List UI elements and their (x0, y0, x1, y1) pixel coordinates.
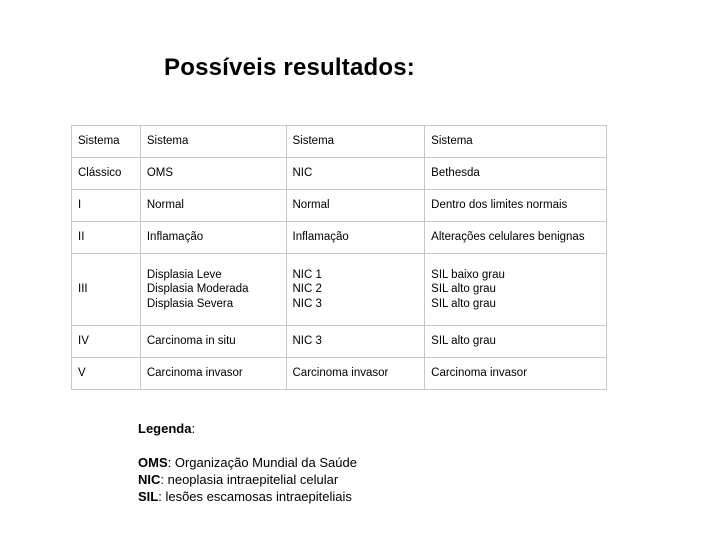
cell-text: Dentro dos limites normais (431, 199, 568, 212)
legend (138, 420, 357, 505)
cell-text: Normal (146, 199, 184, 212)
legend-abbr: OMS (138, 455, 168, 470)
table-cell (286, 126, 425, 158)
cell-text: Sistema (78, 135, 120, 148)
legend-spacer (138, 437, 357, 454)
table-row (72, 222, 607, 254)
cell-text: Carcinoma invasor (431, 367, 528, 380)
cell-text: NIC 3 (292, 335, 322, 348)
table-cell (72, 254, 141, 326)
cell-text: Carcinoma invasor (146, 367, 243, 380)
table-cell (425, 326, 607, 358)
cell-text: NIC 1 (292, 268, 322, 281)
cell-text: NIC (292, 167, 313, 180)
table-cell (286, 222, 425, 254)
table-cell (425, 158, 607, 190)
cell-text: OMS (146, 167, 174, 180)
cell-text: II (78, 231, 85, 244)
cell-text: III (78, 283, 88, 296)
table-row (72, 158, 607, 190)
legend-item-oms (138, 454, 357, 471)
cell-text: Displasia Moderada (146, 283, 249, 296)
table-cell (140, 326, 286, 358)
results-table (71, 125, 607, 390)
table-row (72, 126, 607, 158)
table-cell (140, 158, 286, 190)
cell-text: Sistema (292, 135, 335, 148)
table-cell (72, 158, 141, 190)
table-cell (286, 358, 425, 390)
table-row (72, 190, 607, 222)
cell-text: Carcinoma in situ (146, 335, 236, 348)
table-cell (72, 190, 141, 222)
legend-item-sil (138, 488, 357, 505)
cell-text: Displasia Severa (146, 297, 234, 310)
table-cell (425, 254, 607, 326)
cell-text: Alterações celulares benignas (431, 231, 585, 244)
cell-text: SIL alto grau (431, 297, 496, 310)
legend-text: : neoplasia intraepitelial celular (160, 472, 339, 487)
cell-text: Displasia Leve (146, 268, 222, 281)
table-cell (425, 222, 607, 254)
table-cell (72, 326, 141, 358)
cell-text: Normal (292, 199, 330, 212)
legend-item-nic (138, 471, 357, 488)
table-cell (140, 358, 286, 390)
table-cell (72, 358, 141, 390)
table-cell (140, 254, 286, 326)
table-cell (140, 126, 286, 158)
cell-text: I (78, 199, 82, 212)
table-row (72, 358, 607, 390)
table-row (72, 326, 607, 358)
table-row (72, 254, 607, 326)
table-cell (286, 158, 425, 190)
legend-abbr: SIL (138, 489, 159, 504)
cell-text: SIL alto grau (431, 283, 496, 296)
table-cell (286, 326, 425, 358)
table-body (72, 126, 607, 390)
legend-heading-label: Legenda (138, 421, 192, 436)
legend-heading-suffix: : (191, 421, 196, 436)
table-cell (140, 222, 286, 254)
cell-text: SIL baixo grau (431, 268, 505, 281)
cell-text: Sistema (146, 135, 189, 148)
cell-text: Inflamação (146, 231, 204, 244)
cell-text: NIC 2 (292, 283, 322, 296)
table-cell (286, 190, 425, 222)
cell-text: Clássico (78, 167, 122, 180)
cell-text: V (78, 367, 86, 380)
table-cell (425, 190, 607, 222)
table-cell (425, 358, 607, 390)
legend-abbr: NIC (138, 472, 161, 487)
cell-text: IV (78, 335, 89, 348)
table-cell (286, 254, 425, 326)
cell-text: NIC 3 (292, 297, 322, 310)
table-cell (425, 126, 607, 158)
cell-text: Inflamação (292, 231, 349, 244)
legend-heading (138, 420, 357, 437)
cell-text: SIL alto grau (431, 335, 496, 348)
table-cell (72, 222, 141, 254)
legend-text: : lesões escamosas intraepiteliais (158, 489, 352, 504)
cell-text: Bethesda (431, 167, 480, 180)
table-cell (72, 126, 141, 158)
page-title: Possíveis resultados: (164, 54, 415, 81)
table-cell (140, 190, 286, 222)
cell-text: Carcinoma invasor (292, 367, 389, 380)
cell-text: Sistema (431, 135, 473, 148)
legend-text: : Organização Mundial da Saúde (167, 455, 357, 470)
